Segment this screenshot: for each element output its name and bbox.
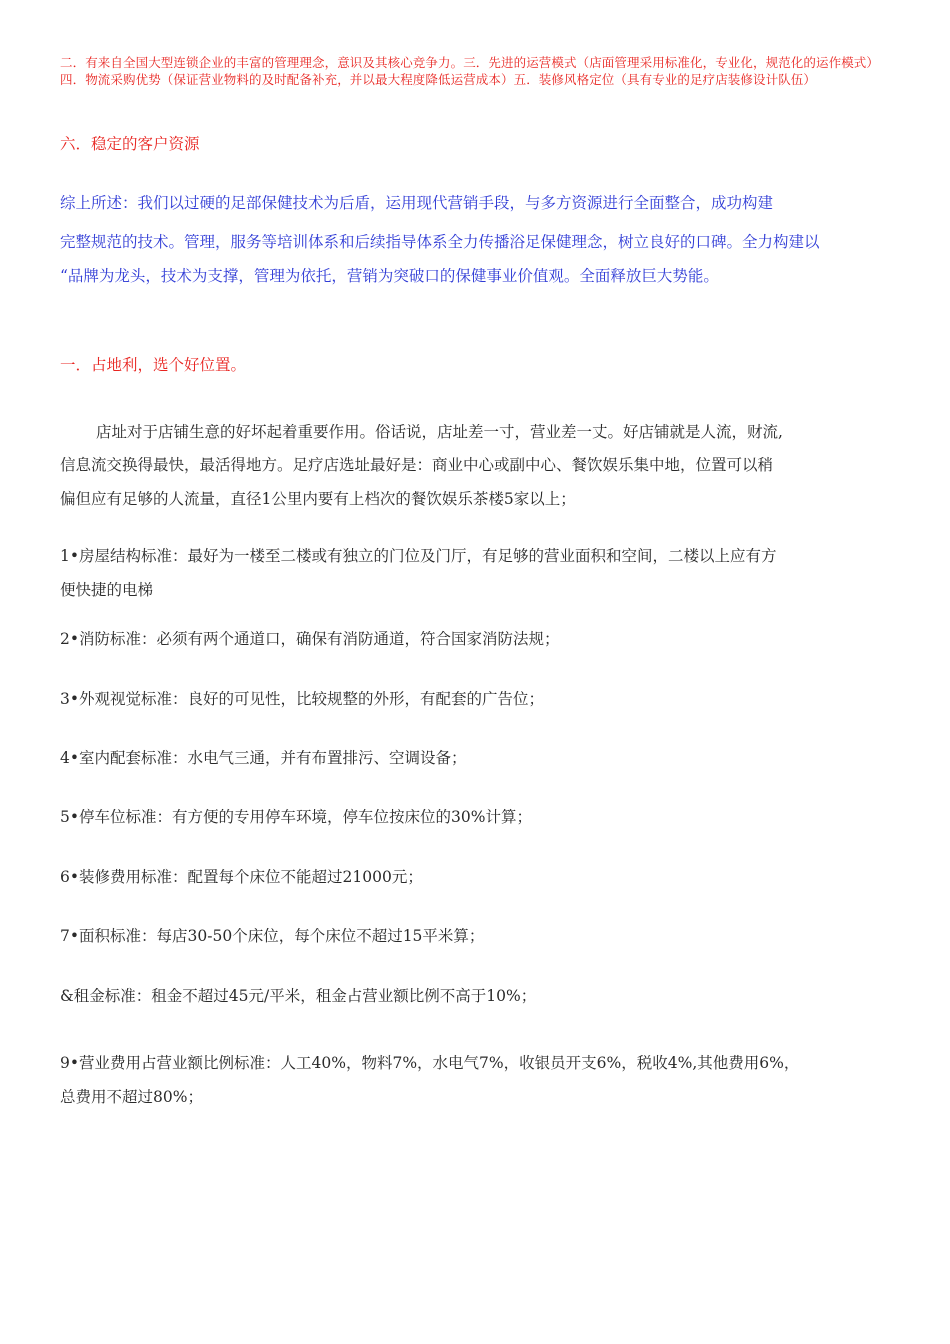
standard-appearance: 3•外观视觉标准：良好的可见性，比较规整的外形，有配套的广告位； — [60, 690, 545, 708]
summary-line-2: 完整规范的技术。管理，服务等培训体系和后续指导体系全力传播浴足保健理念，树立良好的口碑。全力构建以 — [60, 233, 820, 251]
site-paragraph-line-1: 店址对于店铺生意的好坏起着重要作用。俗话说，店址差一寸，营业差一丈。好店铺就是人流，财流, — [96, 423, 783, 441]
standard-renovation-cost: 6•装修费用标准：配置每个床位不能超过21000元； — [60, 868, 423, 886]
site-paragraph-line-2: 信息流交换得最快，最活得地方。足疗店选址最好是：商业中心或副中心、餐饮娱乐集中地，位置可以稍 — [60, 456, 774, 474]
standard-facilities: 4•室内配套标准：水电气三通，并有布置排污、空调设备； — [60, 749, 467, 767]
summary-line-1: 综上所述：我们以过硬的足部保健技术为后盾，运用现代营销手段，与多方资源进行全面整合，成功构建 — [60, 194, 774, 212]
standard-building-line-1: 1•房屋结构标准：最好为一楼至二楼或有独立的门位及门厅，有足够的营业面积和空间，二楼以上应有方 — [60, 547, 777, 565]
heading-stable-customers: 六．稳定的客户资源 — [60, 135, 200, 153]
summary-line-3: “品牌为龙头，技术为支撑，管理为依托，营销为突破口的保健事业价值观。全面释放巨大势能。 — [60, 267, 719, 285]
site-paragraph-line-3: 偏但应有足够的人流量，直径1公里内要有上档次的餐饮娱乐茶楼5家以上； — [60, 490, 576, 508]
standard-operating-cost-line-2: 总费用不超过80%； — [60, 1088, 203, 1106]
standard-operating-cost-line-1: 9•营业费用占营业额比例标准：人工40%，物料7%，水电气7%，收银员开支6%，税收4%,其他费用6%， — [60, 1054, 800, 1072]
standard-fire: 2•消防标准：必须有两个通道口，确保有消防通道，符合国家消防法规； — [60, 630, 560, 648]
standard-area: 7•面积标准：每店30-50个床位，每个床位不超过15平米算； — [60, 927, 485, 945]
heading-location: 一．占地利，选个好位置。 — [60, 356, 247, 374]
standard-building-line-2: 便快捷的电梯 — [60, 581, 154, 599]
standard-rent: &租金标准：租金不超过45元/平米，租金占营业额比例不高于10%； — [60, 987, 537, 1005]
intro-red-paragraph: 二．有来自全国大型连锁企业的丰富的管理理念，意识及其核心竞争力。三．先进的运营模式（店面管理采用标准化，专业化，规范化的运作模式）四．物流采购优势（保证营业物料的及时配备补充，并以最大程度降低运营成本）五．装修风格定位（具有专业的足疗店装修设计队伍） — [60, 55, 880, 87]
standard-parking: 5•停车位标准：有方便的专用停车环境，停车位按床位的30%计算； — [60, 808, 532, 826]
